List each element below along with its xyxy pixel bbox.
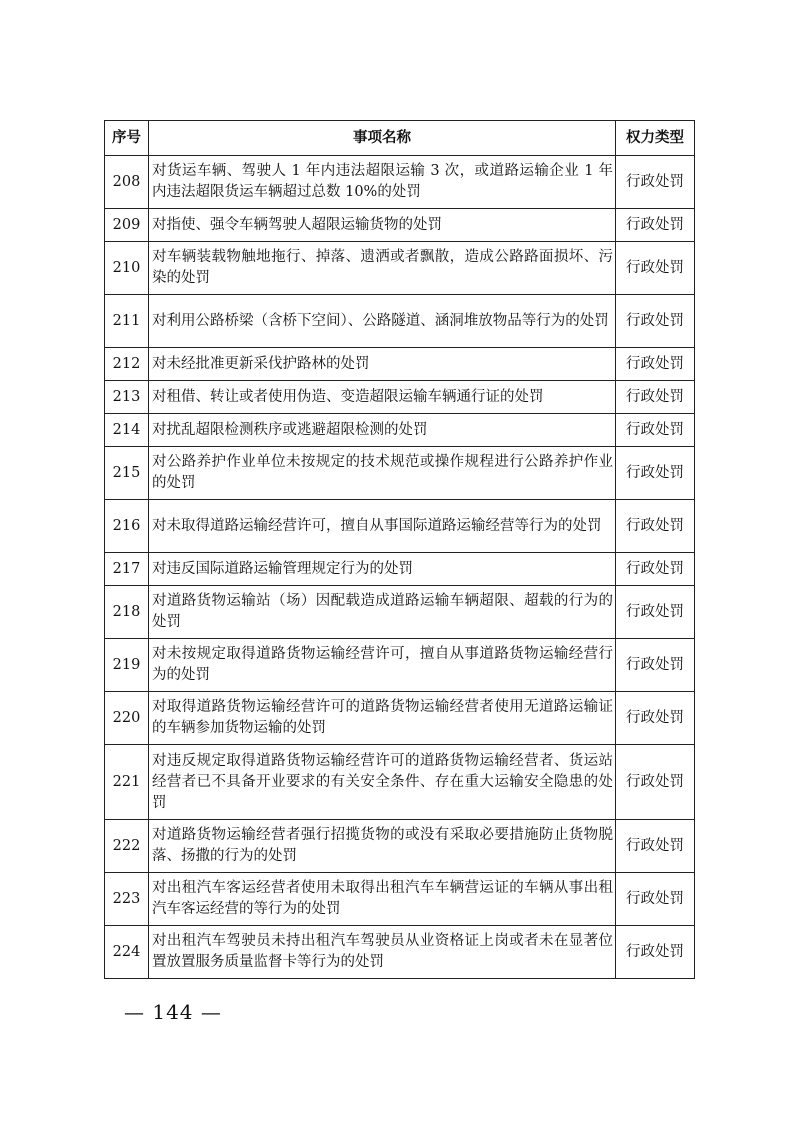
- cell-power-type: 行政处罚: [616, 873, 695, 926]
- header-serial-number: 序号: [105, 121, 149, 156]
- table-row: [105, 586, 695, 639]
- cell-item-name: 对扰乱超限检测秩序或逃避超限检测的处罚: [149, 414, 616, 447]
- cell-power-type: 行政处罚: [616, 553, 695, 586]
- cell-item-name: 对违反规定取得道路货物运输经营许可的道路货物运输经营者、货运站经营者已不具备开业要求的有关安全条件、存在重大运输安全隐患的处罚: [149, 745, 616, 820]
- cell-serial-number: 209: [105, 209, 149, 242]
- table-row: [105, 242, 695, 295]
- table-row: [105, 209, 695, 242]
- table-row: [105, 692, 695, 745]
- matters-table: [104, 120, 695, 979]
- cell-serial-number: 212: [105, 348, 149, 381]
- cell-serial-number: 208: [105, 156, 149, 209]
- cell-power-type: 行政处罚: [616, 414, 695, 447]
- cell-power-type: 行政处罚: [616, 447, 695, 500]
- cell-serial-number: 214: [105, 414, 149, 447]
- cell-power-type: 行政处罚: [616, 639, 695, 692]
- cell-item-name: 对车辆装载物触地拖行、掉落、遗洒或者飘散，造成公路路面损坏、污染的处罚: [149, 242, 616, 295]
- cell-serial-number: 216: [105, 500, 149, 553]
- table-row: [105, 926, 695, 979]
- cell-serial-number: 211: [105, 295, 149, 348]
- table-header-row: [105, 121, 695, 156]
- cell-item-name: 对出租汽车驾驶员未持出租汽车驾驶员从业资格证上岗或者未在显著位置放置服务质量监督卡等行为的处罚: [149, 926, 616, 979]
- cell-item-name: 对未按规定取得道路货物运输经营许可，擅自从事道路货物运输经营行为的处罚: [149, 639, 616, 692]
- cell-item-name: 对取得道路货物运输经营许可的道路货物运输经营者使用无道路运输证的车辆参加货物运输的处罚: [149, 692, 616, 745]
- header-power-type: 权力类型: [616, 121, 695, 156]
- cell-power-type: 行政处罚: [616, 209, 695, 242]
- table-row: [105, 414, 695, 447]
- cell-power-type: 行政处罚: [616, 381, 695, 414]
- cell-serial-number: 220: [105, 692, 149, 745]
- cell-power-type: 行政处罚: [616, 295, 695, 348]
- cell-power-type: 行政处罚: [616, 156, 695, 209]
- cell-item-name: 对未取得道路运输经营许可，擅自从事国际道路运输经营等行为的处罚: [149, 500, 616, 553]
- cell-power-type: 行政处罚: [616, 820, 695, 873]
- cell-item-name: 对出租汽车客运经营者使用未取得出租汽车车辆营运证的车辆从事出租汽车客运经营的等行为的处罚: [149, 873, 616, 926]
- page-number: — 144 —: [124, 1000, 222, 1024]
- cell-power-type: 行政处罚: [616, 242, 695, 295]
- cell-item-name: 对道路货物运输经营者强行招揽货物的或没有采取必要措施防止货物脱落、扬撒的行为的处罚: [149, 820, 616, 873]
- cell-power-type: 行政处罚: [616, 926, 695, 979]
- table-row: [105, 500, 695, 553]
- cell-serial-number: 224: [105, 926, 149, 979]
- cell-item-name: 对未经批准更新采伐护路林的处罚: [149, 348, 616, 381]
- cell-item-name: 对租借、转让或者使用伪造、变造超限运输车辆通行证的处罚: [149, 381, 616, 414]
- cell-item-name: 对利用公路桥梁（含桥下空间）、公路隧道、涵洞堆放物品等行为的处罚: [149, 295, 616, 348]
- cell-serial-number: 221: [105, 745, 149, 820]
- cell-serial-number: 218: [105, 586, 149, 639]
- table-row: [105, 447, 695, 500]
- cell-serial-number: 219: [105, 639, 149, 692]
- matters-table-container: [104, 120, 694, 979]
- table-row: [105, 553, 695, 586]
- cell-power-type: 行政处罚: [616, 586, 695, 639]
- cell-serial-number: 213: [105, 381, 149, 414]
- table-row: [105, 156, 695, 209]
- cell-power-type: 行政处罚: [616, 500, 695, 553]
- table-row: [105, 295, 695, 348]
- cell-serial-number: 210: [105, 242, 149, 295]
- cell-item-name: 对道路货物运输站（场）因配载造成道路运输车辆超限、超载的行为的处罚: [149, 586, 616, 639]
- cell-item-name: 对违反国际道路运输管理规定行为的处罚: [149, 553, 616, 586]
- header-item-name: 事项名称: [149, 121, 616, 156]
- cell-power-type: 行政处罚: [616, 692, 695, 745]
- cell-serial-number: 222: [105, 820, 149, 873]
- cell-power-type: 行政处罚: [616, 348, 695, 381]
- table-row: [105, 381, 695, 414]
- cell-serial-number: 217: [105, 553, 149, 586]
- cell-item-name: 对指使、强令车辆驾驶人超限运输货物的处罚: [149, 209, 616, 242]
- cell-serial-number: 223: [105, 873, 149, 926]
- cell-item-name: 对货运车辆、驾驶人 1 年内违法超限运输 3 次，或道路运输企业 1 年内违法超限货运车辆超过总数 10%的处罚: [149, 156, 616, 209]
- table-row: [105, 348, 695, 381]
- cell-power-type: 行政处罚: [616, 745, 695, 820]
- cell-serial-number: 215: [105, 447, 149, 500]
- table-row: [105, 820, 695, 873]
- table-row: [105, 745, 695, 820]
- cell-item-name: 对公路养护作业单位未按规定的技术规范或操作规程进行公路养护作业的处罚: [149, 447, 616, 500]
- table-row: [105, 639, 695, 692]
- table-row: [105, 873, 695, 926]
- table-body: [105, 156, 695, 979]
